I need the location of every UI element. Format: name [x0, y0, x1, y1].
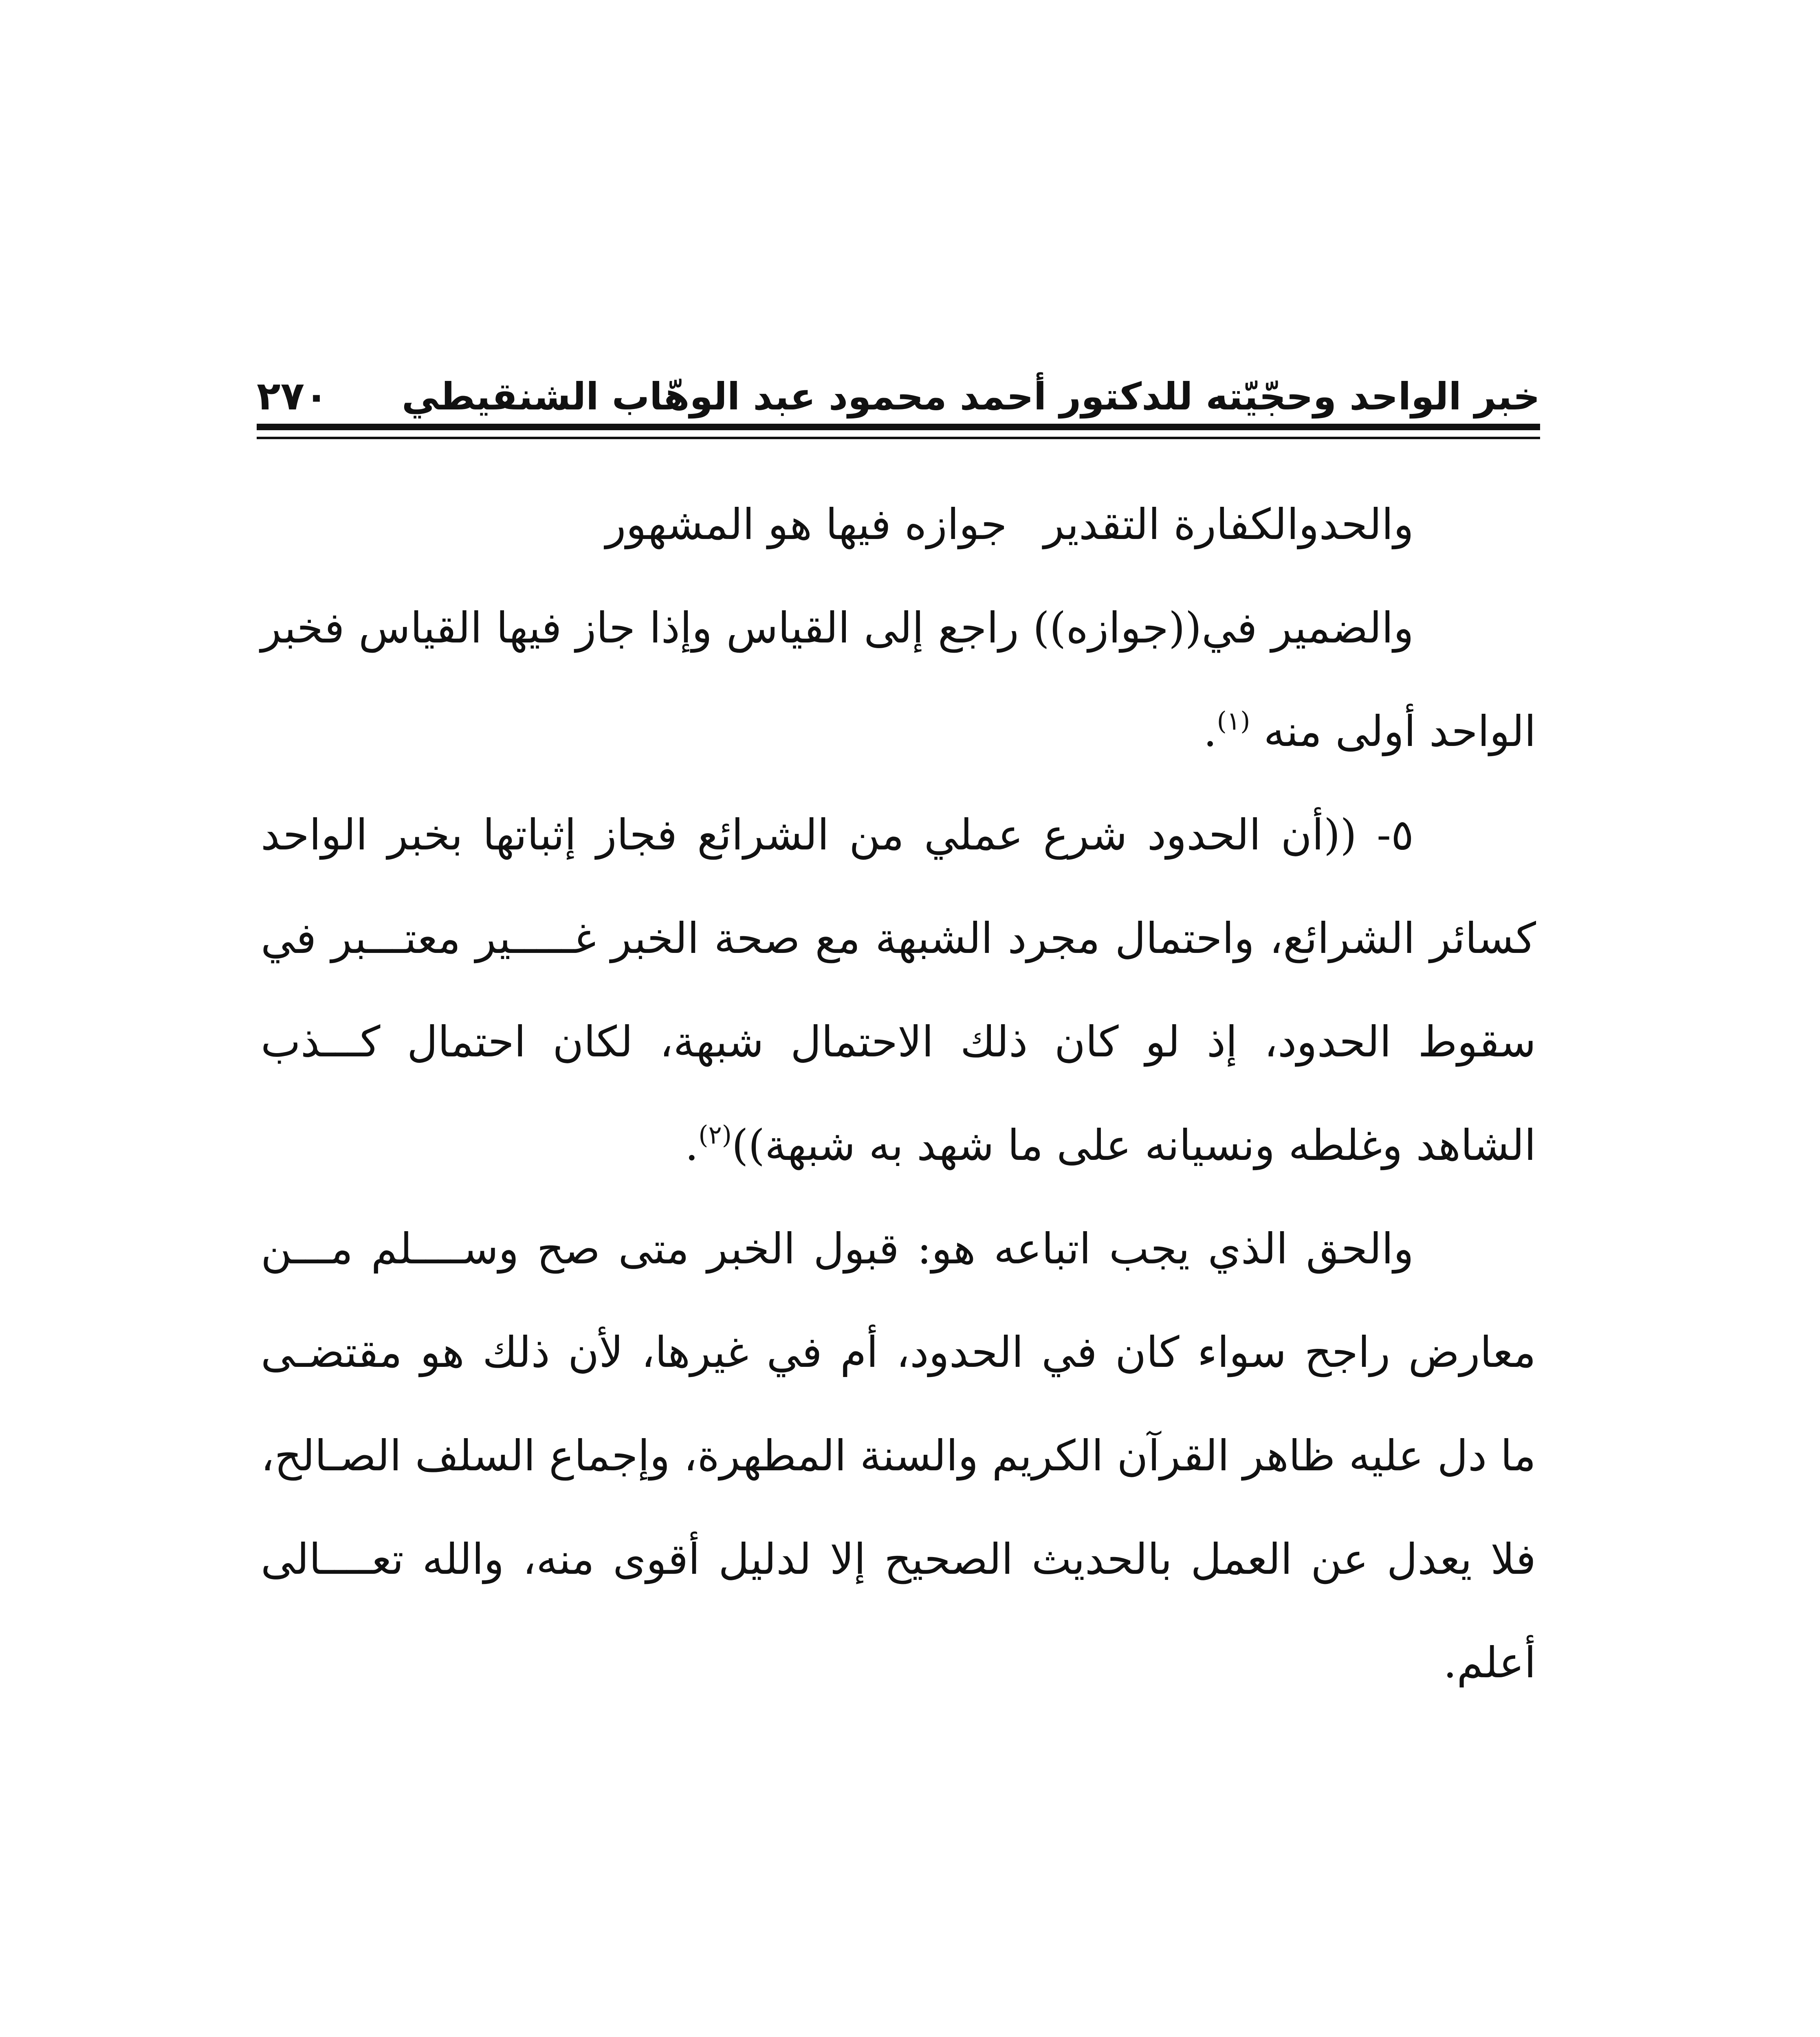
text-line: ٥- ((أن الحدود شرع عملي من الشرائع فجاز إثباتها بخبر الواحد: [261, 810, 1414, 860]
text-line: والحق الذي يجب اتباعه هو: قبول الخبر متى صح وســــلم مـــن: [261, 1224, 1414, 1274]
text-line: والضمير في((جوازه)) راجع إلى القياس وإذا جاز فيها القياس فخبر: [261, 603, 1414, 653]
book-title: خبر الواحد وحجّيّته للدكتور أحمد محمود عبد الوهّاب الشنقيطي: [401, 375, 1540, 418]
text-line: الشاهد وغلطه ونسيانه على ما شهد به شبهة))$^{(٢)}$.: [685, 1120, 1536, 1170]
text-line: الواحد أولى منه $^{(١)}$.: [1203, 706, 1536, 756]
running-header: [257, 354, 1540, 419]
page-number: ٢٧٠: [257, 373, 328, 419]
text-line: ما دل عليه ظاهر القرآن الكريم والسنة المطهرة، وإجماع السلف الصـالح،: [261, 1431, 1536, 1480]
text-line: معارض راجح سواء كان في الحدود، أم في غيرها، لأن ذلك هو مقتضـى: [261, 1327, 1536, 1377]
footnote-ref: (١): [1217, 706, 1250, 736]
footnote-ref: (٢): [698, 1120, 732, 1150]
text-line: والحدوالكفارة التقديرجوازه فيها هو المشهور: [605, 499, 1414, 549]
header-rule-thick: [257, 424, 1540, 430]
text-line: أعلم.: [1443, 1638, 1536, 1687]
header-rule-thin: [257, 437, 1540, 439]
text-line: سقوط الحدود، إذ لو كان ذلك الاحتمال شبهة، لكان احتمال كـــذب: [261, 1017, 1536, 1067]
main-text: [261, 473, 1536, 1714]
text-line: فلا يعدل عن العمل بالحديث الصحيح إلا لدليل أقوى منه، والله تعــــالى: [261, 1534, 1536, 1584]
text-line: كسائر الشرائع، واحتمال مجرد الشبهة مع صحة الخبر غـــــير معتـــبر في: [261, 913, 1536, 963]
